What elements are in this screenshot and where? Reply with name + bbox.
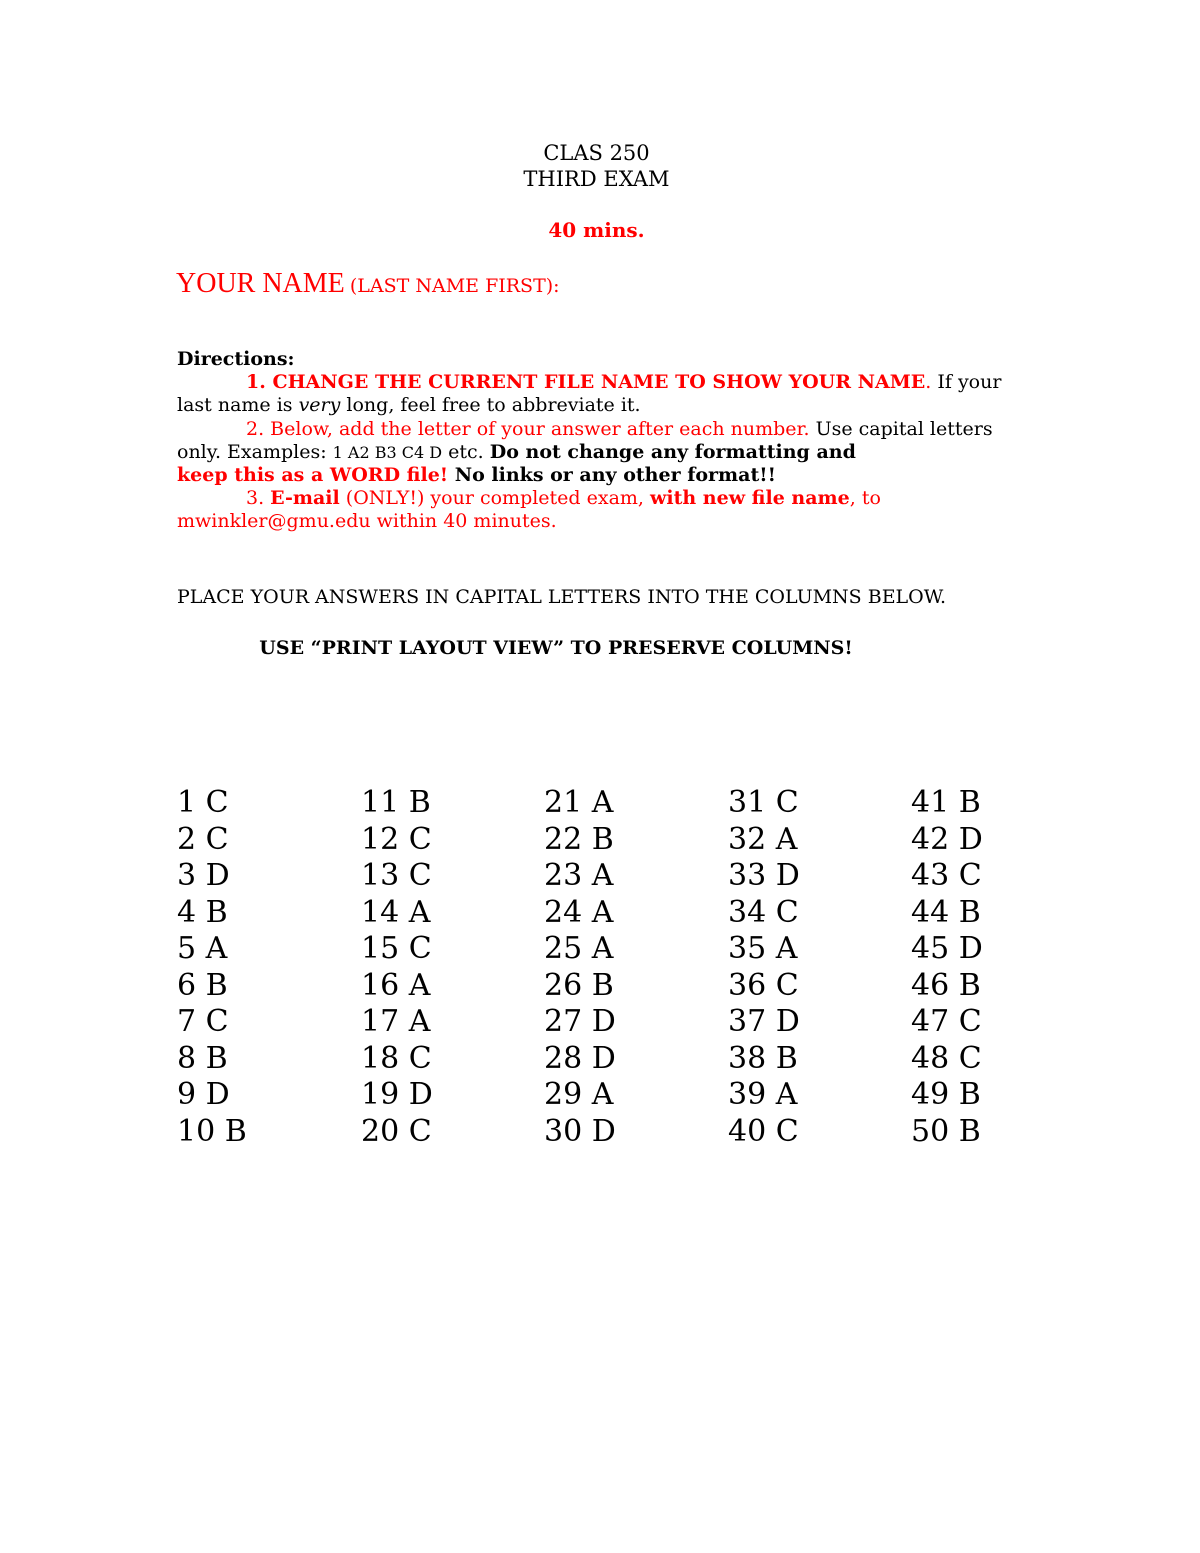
directions-heading: Directions: (177, 348, 295, 370)
answer-entry[interactable]: 50 B (911, 1113, 981, 1149)
answer-entry[interactable]: 34 C (728, 894, 799, 930)
answer-entry[interactable]: 29 A (544, 1077, 614, 1112)
answer-entry[interactable]: 11 B (361, 785, 431, 820)
answer-entry[interactable]: 44 B (911, 894, 981, 930)
example-3: 3 C (386, 442, 415, 462)
direction-2-bold-2: No links or any other format!! (448, 464, 776, 487)
answer-entry[interactable]: 43 C (911, 858, 982, 893)
direction-3-email: E-mail (270, 487, 340, 510)
answer-entry[interactable]: 5 A (177, 931, 228, 966)
answer-entry[interactable]: 40 C (728, 1113, 799, 1149)
answer-entry[interactable]: 24 A (544, 894, 614, 930)
answer-entry[interactable]: 7 C (177, 1004, 229, 1039)
exam-header (0, 140, 1193, 192)
answer-entry[interactable]: 39 A (728, 1077, 798, 1112)
print-layout-instruction: USE “PRINT LAYOUT VIEW” TO PRESERVE COLUMNS! (259, 637, 853, 659)
directions-block (177, 348, 1027, 534)
direction-2-red-bold: keep this as a WORD file! (177, 464, 449, 487)
answer-entry[interactable]: 14 A (361, 894, 431, 930)
direction-3-only: (ONLY!) your completed exam, (339, 487, 651, 510)
answer-entry[interactable]: 15 C (361, 931, 432, 966)
example-1: 1 A (332, 442, 360, 462)
answer-entry[interactable]: 16 A (361, 967, 431, 1003)
answer-entry[interactable]: 37 D (728, 1004, 800, 1039)
answer-entry[interactable]: 6 B (177, 967, 228, 1003)
name-label: YOUR NAME (176, 268, 345, 299)
direction-3-num: 3. (246, 487, 271, 510)
exam-title: THIRD EXAM (523, 167, 670, 191)
direction-3-bold: with new file name (650, 487, 850, 510)
answer-entry[interactable]: 1 C (177, 785, 229, 820)
direction-3-rest: , to mwinkler@gmu.edu within 40 minutes. (177, 487, 881, 533)
answer-entry[interactable]: 18 C (361, 1040, 432, 1076)
direction-2-emphasis: 2. Below, add the letter of your answer after each number. (246, 417, 810, 440)
time-limit: 40 mins. (548, 218, 645, 242)
direction-item-1 (177, 371, 1027, 417)
answer-entry[interactable]: 32 A (728, 821, 798, 857)
answer-column (544, 785, 714, 1150)
answer-entry[interactable]: 35 A (728, 931, 798, 966)
direction-1-italic: very (298, 394, 341, 417)
answer-entry[interactable]: 12 C (361, 821, 432, 857)
answer-entry[interactable]: 47 C (911, 1004, 982, 1039)
answer-entry[interactable]: 22 B (544, 821, 614, 857)
answer-entry[interactable]: 20 C (361, 1113, 432, 1149)
answer-entry[interactable]: 33 D (728, 858, 800, 893)
direction-2-bold: Do not change any formatting and (489, 440, 856, 463)
answer-entry[interactable]: 10 B (177, 1113, 247, 1149)
direction-item-2 (177, 418, 1027, 488)
answer-entry[interactable]: 42 D (911, 821, 983, 857)
answer-entry[interactable]: 49 B (911, 1077, 981, 1112)
answer-entry[interactable]: 38 B (728, 1040, 798, 1076)
name-prompt (176, 268, 560, 300)
answer-entry[interactable]: 26 B (544, 967, 614, 1003)
answer-entry[interactable]: 25 A (544, 931, 614, 966)
direction-1-period: . (925, 371, 932, 394)
direction-1-text-a: If your last name is (177, 371, 1002, 417)
answer-entry[interactable]: 31 C (728, 785, 799, 820)
answer-column (728, 785, 898, 1150)
name-hint: (LAST NAME FIRST): (349, 275, 560, 297)
answer-column (177, 785, 347, 1150)
answer-column (361, 785, 531, 1150)
answer-entry[interactable]: 2 C (177, 821, 229, 857)
answer-entry[interactable]: 17 A (361, 1004, 431, 1039)
answer-entry[interactable]: 48 C (911, 1040, 982, 1076)
answer-entry[interactable]: 45 D (911, 931, 983, 966)
answer-column (911, 785, 1081, 1150)
answer-entry[interactable]: 13 C (361, 858, 432, 893)
example-2: 2 B (359, 442, 387, 462)
answer-entry[interactable]: 3 D (177, 858, 230, 893)
answer-entry[interactable]: 46 B (911, 967, 981, 1003)
example-4: 4 D (414, 442, 443, 462)
answer-grid (177, 785, 1077, 1165)
answer-entry[interactable]: 30 D (544, 1113, 616, 1149)
answer-entry[interactable]: 28 D (544, 1040, 616, 1076)
direction-2-text-a: Use capital letters only. Examples: (177, 417, 993, 463)
answer-entry[interactable]: 41 B (911, 785, 981, 820)
answer-entry[interactable]: 27 D (544, 1004, 616, 1039)
answer-entry[interactable]: 8 B (177, 1040, 228, 1076)
place-answers-instruction: PLACE YOUR ANSWERS IN CAPITAL LETTERS INTO THE COLUMNS BELOW. (177, 586, 946, 608)
answer-entry[interactable]: 36 C (728, 967, 799, 1003)
direction-1-emphasis: 1. CHANGE THE CURRENT FILE NAME TO SHOW YOUR NAME (246, 371, 926, 394)
direction-item-3 (177, 487, 1027, 533)
answer-entry[interactable]: 19 D (361, 1077, 433, 1112)
answer-entry[interactable]: 23 A (544, 858, 614, 893)
answer-entry[interactable]: 21 A (544, 785, 614, 820)
answer-entry[interactable]: 4 B (177, 894, 228, 930)
course-title: CLAS 250 (543, 141, 650, 165)
direction-1-text-b: long, feel free to abbreviate it. (340, 394, 641, 417)
answer-entry[interactable]: 9 D (177, 1077, 230, 1112)
direction-2-etc: etc. (442, 440, 490, 463)
